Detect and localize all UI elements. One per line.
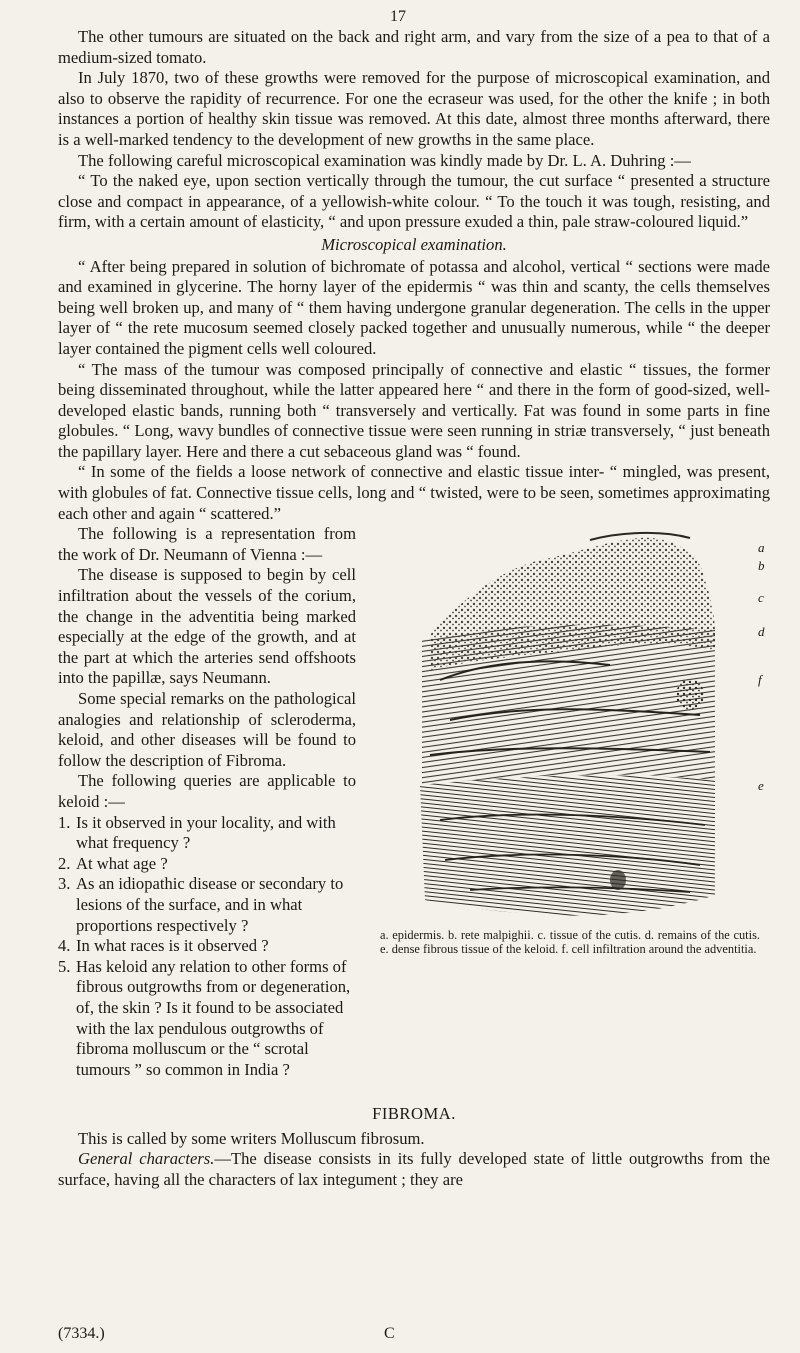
print-reference: (7334.) [58,1325,105,1342]
query-number: 5. [58,956,71,976]
quoted-paragraph: “ After being prepared in solution of bichromate of potassa and alcohol, vertical “ sections were made and examined in glycerine. The horny layer of the epidermis “ was thin and scanty, the cells themselves being well broken up, and many of “ them having undergone granular degeneration. The cells in the upper layer of “ the rete mucosum seemed closely packed together and unusually numerous, while “ the deeper layer contained the pigment cells well coloured. [58,256,770,358]
query-item [58,936,356,957]
figure-label-a: a [758,540,765,556]
query-number: 4. [58,936,71,956]
keloid-figure [370,530,770,976]
body-text [58,27,770,1191]
paragraph: The following queries are applicable to keloid :— [58,771,356,811]
paragraph: This is called by some writers Molluscum fibrosum. [78,1128,425,1148]
section-heading: Microscopical examination. [321,234,507,254]
paragraph: In July 1870, two of these growths were removed for the purpose of microscopical examination, and also to observe the rapidity of recurrence. For one the ecraseur was used, for the other the knife ; in both instances a portion of healthy skin tissue was removed. At this date, almost three months afterward, there is a well-marked tendency to the development of new growths in the same place. [58,68,770,149]
figure-label-d: d [758,624,765,640]
paragraph: The following is a representation from the work of Dr. Neumann of Vienna :— [58,524,356,564]
paragraph: Some special remarks on the pathological analogies and relationship of scleroderma, keloid, and other diseases will be found to follow the description of Fibroma. [58,689,356,770]
figure-label-e: e [758,778,764,794]
page-number: 17 [390,8,406,25]
keloid-fibrous-tissue [420,776,715,916]
query-text: Is it observed in your locality, and with what frequency ? [76,812,336,853]
query-item [58,957,356,1081]
figure-label-b: b [758,558,765,574]
paragraph: The disease is supposed to begin by cell infiltration about the vessels of the corium, the change in the adventitia being marked especially at the edge of the growth, and at the part at which the arteries send offshoots into the papillæ, says Neumann. [58,565,356,688]
section-title: FIBROMA. [372,1104,456,1124]
query-text: At what age ? [76,853,168,873]
run-in-heading: General characters. [78,1149,215,1169]
paragraph [58,1149,770,1190]
query-item [58,813,356,854]
quoted-paragraph: “ In some of the fields a loose network of connective and elastic tissue inter- “ mingled, was present, with globules of fat. Connective tissue cells, long and “ twisted, were to be seen, sometimes approximating each other and again “ scattered.” [58,462,770,523]
query-number: 1. [58,812,71,832]
paragraph: The following careful microscopical examination was kindly made by Dr. L. A. Duhring :— [78,150,691,170]
figure-label-c: c [758,590,764,606]
query-number: 3. [58,874,71,894]
query-item [58,854,356,875]
keloid-section-illustration [370,530,770,925]
query-item [58,874,356,936]
figure-caption: a. epidermis. b. rete malpighii. c. tissue of the cutis. d. remains of the cutis. e. dense fibrous tissue of the keloid. f. cell infiltration around the adventitia. [380,928,760,957]
cutis-layer [422,625,715,785]
query-text: In what races is it observed ? [76,936,269,956]
query-number: 2. [58,853,71,873]
paragraph-text: —The disease consists in its fully developed state of little outgrowths from the surface, having all the characters of lax integument ; they are [58,1149,770,1190]
query-text: Has keloid any relation to other forms of fibrous outgrowths from or degeneration, of, the skin ? Is it found to be associated with the lax pendulous outgrowths of fibroma molluscum or the “ scrotal tumours ” so common in India ? [76,956,351,1079]
quoted-paragraph: “ The mass of the tumour was composed principally of connective and elastic “ tissues, the former being disseminated throughout, while the latter appeared here “ and there in the form of good-sized, well-developed elastic bands, running both “ transversely and vertically. Fat was found in some parts in fine globules. “ Long, wavy bundles of connective tissue were seen running in striæ transversely, “ just beneath the papillary layer. Here and there a cut sebaceous gland was “ found. [58,359,770,461]
paragraph: The other tumours are situated on the back and right arm, and vary from the size of a pea to that of a medium-sized tomato. [58,27,770,67]
quoted-paragraph: “ To the naked eye, upon section vertically through the tumour, the cut surface “ presented a structure close and compact in appearance, of a yellowish-white colour. “ To the touch it was tough, resisting, and firm, with a certain amount of elasticity, “ and upon pressure exuded a thin, pale straw-coloured liquid.” [58,171,770,232]
query-text: As an idiopathic disease or secondary to lesions of the surface, and in what proportions respectively ? [76,874,344,935]
figure-label-f: f [758,672,762,688]
signature-mark: C [384,1325,395,1342]
